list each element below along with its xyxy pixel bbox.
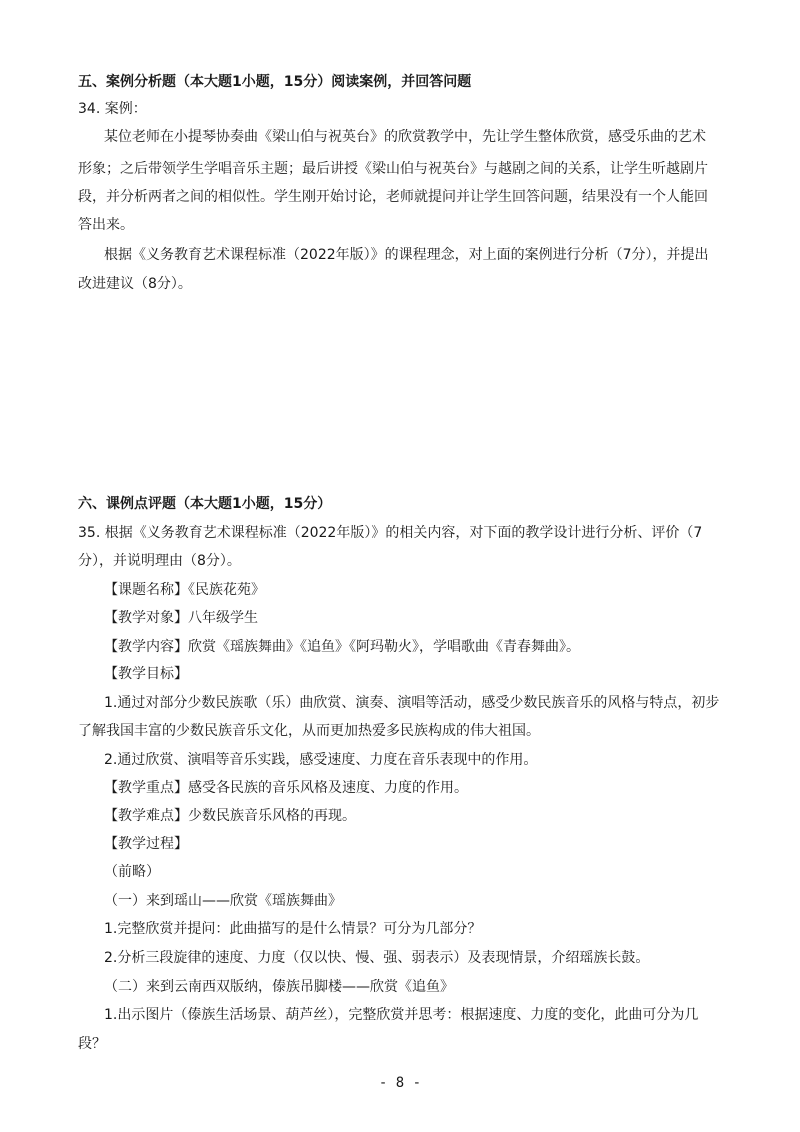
case-line-2: 形象；之后带领学生学唱音乐主题；最后讲授《梁山伯与祝英台》与越剧之间的关系，让学生听越剧片	[78, 161, 708, 177]
lesson-audience: 【教学对象】八年级学生	[104, 610, 258, 626]
part1-item-1: 1.完整欣赏并提问：此曲描写的是什么情景？可分为几部分？	[104, 921, 482, 937]
lesson-key-point: 【教学重点】感受各民族的音乐风格及速度、力度的作用。	[104, 780, 468, 796]
page-number: - 8 -	[378, 1075, 422, 1091]
part1-title: （一）来到瑶山——欣赏《瑶族舞曲》	[104, 893, 342, 909]
task34-line-2: 改进建议（8分）。	[78, 276, 192, 292]
question35-line-1: 35. 根据《义务教育艺术课程标准（2022年版）》的相关内容，对下面的教学设计进行分析、评价（7	[78, 525, 703, 541]
goal1-line-1: 1.通过对部分少数民族歌（乐）曲欣赏、演奏、演唱等活动，感受少数民族音乐的风格与特点，初步	[104, 695, 720, 711]
goal1-line-2: 了解我国丰富的少数民族音乐文化，从而更加热爱多民族构成的伟大祖国。	[78, 723, 540, 739]
question34-label: 34. 案例：	[78, 101, 147, 117]
part2-item1-line-2: 段？	[78, 1036, 106, 1052]
case-line-1: 某位老师在小提琴协奏曲《梁山伯与祝英台》的欣赏教学中，先让学生整体欣赏，感受乐曲的艺术	[104, 129, 706, 145]
lesson-content: 【教学内容】欣赏《瑶族舞曲》《追鱼》《阿玛勒火》，学唱歌曲《青春舞曲》。	[104, 639, 580, 655]
section6-heading: 六、课例点评题（本大题1小题，15分）	[78, 496, 332, 512]
lesson-topic: 【课题名称】《民族花苑》	[104, 582, 265, 598]
case-line-4: 答出来。	[78, 217, 134, 233]
lesson-goals-label: 【教学目标】	[104, 666, 188, 682]
question35-line-2: 分），并说明理由（8分）。	[78, 553, 241, 569]
part2-item1-line-1: 1.出示图片（傣族生活场景、葫芦丝），完整欣赏并思考：根据速度、力度的变化，此曲可分为几	[104, 1007, 699, 1023]
case-line-3: 段，并分析两者之间的相似性。学生刚开始讨论，老师就提问并让学生回答问题，结果没有一个人能回	[78, 189, 708, 205]
part2-title: （二）来到云南西双版纳，傣族吊脚楼——欣赏《追鱼》	[104, 979, 454, 995]
part1-item-2: 2.分析三段旋律的速度、力度（仅以快、慢、强、弱表示）及表现情景，介绍瑶族长鼓。	[104, 950, 650, 966]
task34-line-1: 根据《义务教育艺术课程标准（2022年版）》的课程理念，对上面的案例进行分析（7分），并提出	[104, 247, 709, 263]
process-omitted: （前略）	[104, 864, 160, 880]
lesson-process-label: 【教学过程】	[104, 836, 188, 852]
lesson-difficulty: 【教学难点】少数民族音乐风格的再现。	[104, 808, 356, 824]
goal2: 2.通过欣赏、演唱等音乐实践，感受速度、力度在音乐表现中的作用。	[104, 752, 538, 768]
section5-heading: 五、案例分析题（本大题1小题，15分）阅读案例，并回答问题	[78, 74, 472, 90]
